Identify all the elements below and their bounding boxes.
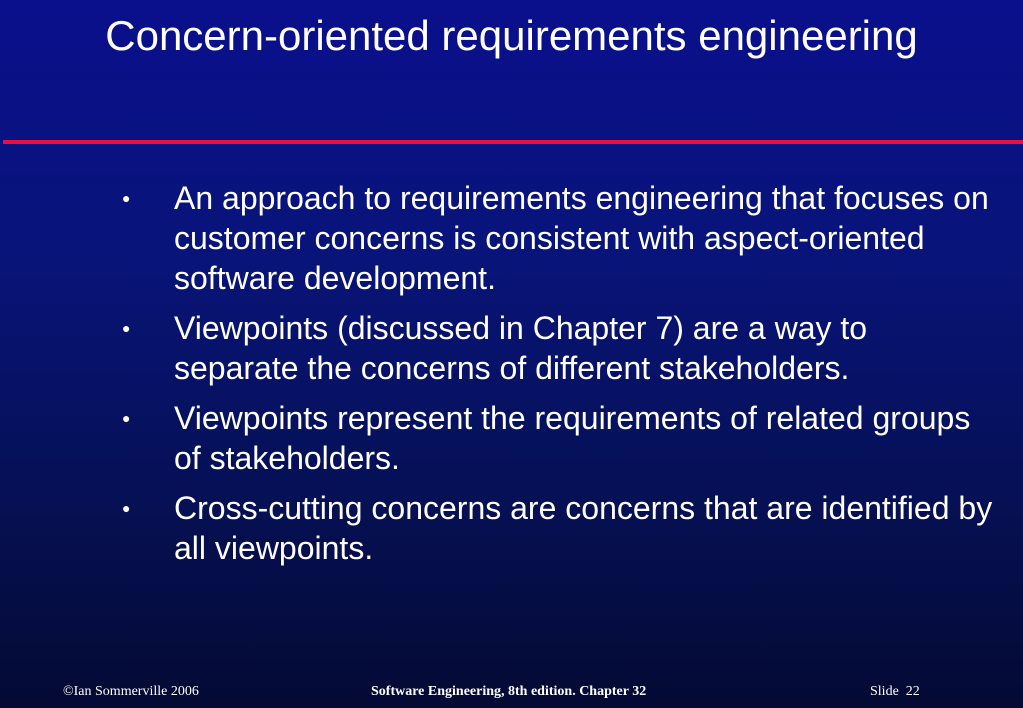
list-item xyxy=(120,398,1000,478)
footer-copyright: ©Ian Sommerville 2006 xyxy=(63,684,199,699)
slide-title: Concern-oriented requirements engineering xyxy=(105,12,918,59)
bullet-text: Cross-cutting concerns are concerns that are identified by all viewpoints. xyxy=(174,490,993,566)
list-item xyxy=(120,308,1000,388)
bullet-icon: ● xyxy=(122,410,131,426)
title-divider xyxy=(3,140,1023,144)
list-item xyxy=(120,488,1000,568)
bullet-text: Viewpoints (discussed in Chapter 7) are a way to separate the concerns of different stakeholders. xyxy=(174,310,868,386)
bullet-icon: ● xyxy=(122,500,131,516)
bullet-icon: ● xyxy=(122,190,131,206)
bullet-list xyxy=(120,178,1000,578)
list-item xyxy=(120,178,1000,298)
bullet-icon: ● xyxy=(122,320,131,336)
footer-slide-number: Slide 22 xyxy=(870,684,920,699)
footer-book-title: Software Engineering, 8th edition. Chapter 32 xyxy=(371,684,647,699)
bullet-text: An approach to requirements engineering that focuses on customer concerns is consistent with aspect-oriented software development. xyxy=(174,180,989,296)
bullet-text: Viewpoints represent the requirements of related groups of stakeholders. xyxy=(174,400,971,476)
